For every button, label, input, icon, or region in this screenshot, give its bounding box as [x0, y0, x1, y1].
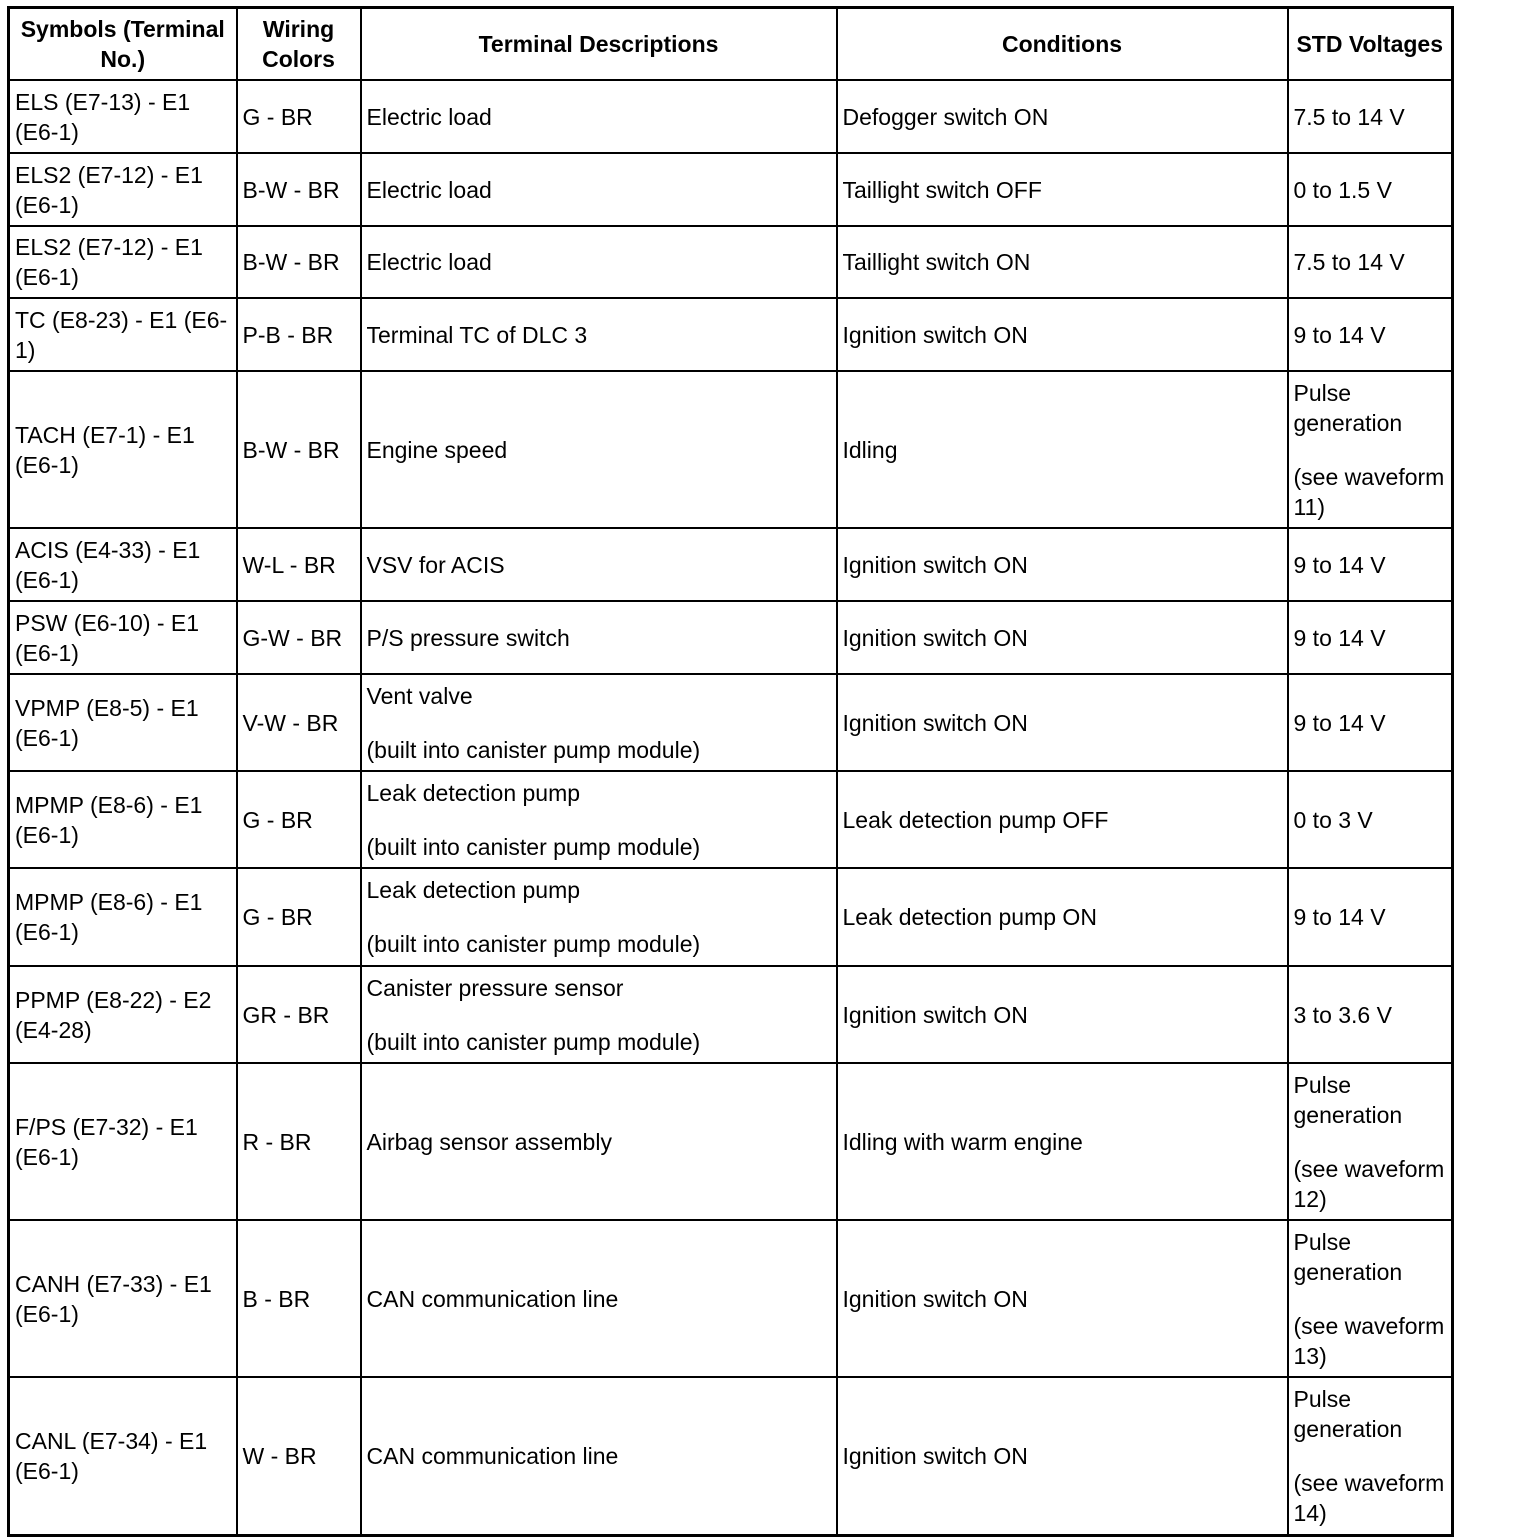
table-row — [9, 674, 1453, 771]
symbol-cell: CANH (E7-33) - E1 (E6-1) — [9, 1220, 237, 1377]
terminal-description-cell-line: Electric load — [366, 176, 492, 203]
condition-cell: Ignition switch ON — [837, 674, 1288, 771]
std-voltage-cell-line: Pulse generation — [1293, 1385, 1403, 1442]
wiring-color-cell: W - BR — [237, 1377, 361, 1535]
std-voltage-cell — [1288, 153, 1453, 226]
symbol-cell: VPMP (E8-5) - E1 (E6-1) — [9, 674, 237, 771]
header-wiring-colors: Wiring Colors — [237, 8, 361, 81]
terminal-description-cell — [361, 371, 837, 528]
table-row — [9, 528, 1453, 601]
std-voltage-cell-line: (see waveform 11) — [1293, 463, 1445, 520]
terminal-description-cell-line: (built into canister pump module) — [366, 736, 701, 763]
terminal-description-cell — [361, 601, 837, 674]
terminal-description-cell — [361, 868, 837, 966]
terminal-description-cell — [361, 674, 837, 771]
condition-cell: Ignition switch ON — [837, 528, 1288, 601]
terminal-description-cell — [361, 1377, 837, 1535]
std-voltage-cell — [1288, 226, 1453, 298]
terminal-description-cell-line: Electric load — [366, 103, 492, 130]
terminal-voltage-table — [7, 6, 1454, 1537]
table-row — [9, 1220, 1453, 1377]
wiring-color-cell: G-W - BR — [237, 601, 361, 674]
terminal-description-cell — [361, 226, 837, 298]
terminal-description-cell-line: (built into canister pump module) — [366, 833, 701, 860]
std-voltage-cell-line: (see waveform 12) — [1293, 1155, 1445, 1212]
std-voltage-cell-line: Pulse generation — [1293, 1071, 1403, 1128]
symbol-cell: F/PS (E7-32) - E1 (E6-1) — [9, 1063, 237, 1220]
table-row — [9, 771, 1453, 868]
table-row — [9, 966, 1453, 1063]
symbol-cell: MPMP (E8-6) - E1 (E6-1) — [9, 868, 237, 966]
table-row — [9, 298, 1453, 371]
wiring-color-cell: G - BR — [237, 80, 361, 153]
std-voltage-cell-line: 0 to 3 V — [1293, 806, 1373, 833]
header-conditions: Conditions — [837, 8, 1288, 81]
terminal-description-cell-line: Leak detection pump — [366, 877, 581, 903]
terminal-description-cell — [361, 153, 837, 226]
table-row — [9, 1377, 1453, 1535]
terminal-description-cell-line: CAN communication line — [366, 1285, 619, 1312]
wiring-color-cell: R - BR — [237, 1063, 361, 1220]
symbol-cell: MPMP (E8-6) - E1 (E6-1) — [9, 771, 237, 868]
wiring-color-cell: B - BR — [237, 1220, 361, 1377]
terminal-description-cell — [361, 298, 837, 371]
std-voltage-cell — [1288, 1063, 1453, 1220]
std-voltage-cell-line: 9 to 14 V — [1293, 904, 1386, 930]
std-voltage-cell-line: 9 to 14 V — [1293, 321, 1386, 348]
symbol-cell: PSW (E6-10) - E1 (E6-1) — [9, 601, 237, 674]
table-row — [9, 226, 1453, 298]
std-voltage-cell-line: (see waveform 13) — [1293, 1312, 1445, 1369]
std-voltage-cell — [1288, 966, 1453, 1063]
wiring-color-cell: B-W - BR — [237, 226, 361, 298]
table-row — [9, 601, 1453, 674]
table-row — [9, 80, 1453, 153]
table-row — [9, 868, 1453, 966]
header-std-voltages: STD Voltages — [1288, 8, 1453, 81]
wiring-color-cell: B-W - BR — [237, 153, 361, 226]
std-voltage-cell-line: Pulse generation — [1293, 379, 1403, 436]
table-row — [9, 1063, 1453, 1220]
terminal-description-cell — [361, 80, 837, 153]
std-voltage-cell — [1288, 771, 1453, 868]
table-row — [9, 371, 1453, 528]
std-voltage-cell — [1288, 298, 1453, 371]
terminal-description-cell-line: Engine speed — [366, 436, 508, 463]
std-voltage-cell-line: (see waveform 14) — [1293, 1469, 1445, 1526]
std-voltage-cell-line: 7.5 to 14 V — [1293, 249, 1405, 275]
std-voltage-cell — [1288, 601, 1453, 674]
symbol-cell: PPMP (E8-22) - E2 (E4-28) — [9, 966, 237, 1063]
condition-cell: Idling — [837, 371, 1288, 528]
condition-cell: Leak detection pump OFF — [837, 771, 1288, 868]
std-voltage-cell — [1288, 528, 1453, 601]
terminal-description-cell-line: Terminal TC of DLC 3 — [366, 321, 588, 348]
header-terminal-descriptions: Terminal Descriptions — [361, 8, 837, 81]
std-voltage-cell — [1288, 1220, 1453, 1377]
condition-cell: Idling with warm engine — [837, 1063, 1288, 1220]
wiring-color-cell: G - BR — [237, 771, 361, 868]
terminal-description-cell-line: P/S pressure switch — [366, 624, 570, 651]
terminal-description-cell-line: Airbag sensor assembly — [366, 1128, 612, 1155]
condition-cell: Ignition switch ON — [837, 1220, 1288, 1377]
condition-cell: Ignition switch ON — [837, 601, 1288, 674]
symbol-cell: ACIS (E4-33) - E1 (E6-1) — [9, 528, 237, 601]
table-row — [9, 153, 1453, 226]
terminal-description-cell-line: VSV for ACIS — [366, 551, 505, 578]
wiring-color-cell: P-B - BR — [237, 298, 361, 371]
std-voltage-cell-line: 9 to 14 V — [1293, 709, 1386, 736]
table-body — [9, 80, 1453, 1535]
wiring-color-cell: V-W - BR — [237, 674, 361, 771]
std-voltage-cell — [1288, 674, 1453, 771]
terminal-description-cell-line: (built into canister pump module) — [366, 1028, 701, 1055]
terminal-description-cell — [361, 1220, 837, 1377]
condition-cell: Taillight switch OFF — [837, 153, 1288, 226]
symbol-cell: TACH (E7-1) - E1 (E6-1) — [9, 371, 237, 528]
terminal-description-cell-line: Canister pressure sensor — [366, 974, 624, 1001]
terminal-voltage-table-container — [7, 6, 1454, 1537]
condition-cell: Defogger switch ON — [837, 80, 1288, 153]
condition-cell: Taillight switch ON — [837, 226, 1288, 298]
condition-cell: Ignition switch ON — [837, 298, 1288, 371]
symbol-cell: ELS (E7-13) - E1 (E6-1) — [9, 80, 237, 153]
symbol-cell: ELS2 (E7-12) - E1 (E6-1) — [9, 226, 237, 298]
wiring-color-cell: G - BR — [237, 868, 361, 966]
terminal-description-cell — [361, 771, 837, 868]
condition-cell: Ignition switch ON — [837, 1377, 1288, 1535]
terminal-description-cell — [361, 1063, 837, 1220]
std-voltage-cell-line: 9 to 14 V — [1293, 624, 1386, 651]
terminal-description-cell-line: Electric load — [366, 249, 492, 275]
terminal-description-cell-line: Vent valve — [366, 682, 473, 709]
terminal-description-cell-line: CAN communication line — [366, 1442, 619, 1469]
condition-cell: Ignition switch ON — [837, 966, 1288, 1063]
header-symbols: Symbols (Terminal No.) — [9, 8, 237, 81]
std-voltage-cell — [1288, 868, 1453, 966]
terminal-description-cell-line: Leak detection pump — [366, 779, 581, 806]
header-row — [9, 8, 1453, 81]
std-voltage-cell — [1288, 371, 1453, 528]
std-voltage-cell — [1288, 80, 1453, 153]
wiring-color-cell: W-L - BR — [237, 528, 361, 601]
symbol-cell: CANL (E7-34) - E1 (E6-1) — [9, 1377, 237, 1535]
symbol-cell: TC (E8-23) - E1 (E6-1) — [9, 298, 237, 371]
std-voltage-cell-line: 0 to 1.5 V — [1293, 176, 1392, 203]
std-voltage-cell-line: Pulse generation — [1293, 1228, 1403, 1285]
terminal-description-cell — [361, 966, 837, 1063]
symbol-cell: ELS2 (E7-12) - E1 (E6-1) — [9, 153, 237, 226]
std-voltage-cell-line: 9 to 14 V — [1293, 551, 1386, 578]
wiring-color-cell: B-W - BR — [237, 371, 361, 528]
std-voltage-cell — [1288, 1377, 1453, 1535]
std-voltage-cell-line: 7.5 to 14 V — [1293, 103, 1405, 130]
condition-cell: Leak detection pump ON — [837, 868, 1288, 966]
wiring-color-cell: GR - BR — [237, 966, 361, 1063]
terminal-description-cell — [361, 528, 837, 601]
std-voltage-cell-line: 3 to 3.6 V — [1293, 1001, 1392, 1028]
terminal-description-cell-line: (built into canister pump module) — [366, 931, 701, 957]
